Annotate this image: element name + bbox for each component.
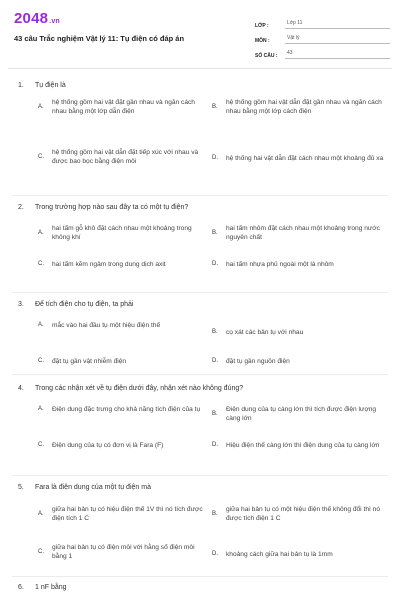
option-d[interactable] <box>212 357 388 366</box>
option-letter: C. <box>38 358 44 365</box>
option-c[interactable] <box>38 260 206 269</box>
question-text: Trong các nhận xét về tụ điện dưới đây, nhận xét nào không đúng? <box>35 385 244 392</box>
option-text: đặt tụ gần vật nhiễm điện <box>52 358 127 365</box>
question-stem <box>18 385 243 392</box>
option-d[interactable] <box>212 260 388 269</box>
meta-row-count <box>255 44 390 59</box>
question-stem <box>18 204 188 211</box>
question-divider <box>12 292 388 293</box>
option-d[interactable] <box>212 441 388 450</box>
option-text: giữa hai bản tụ có điện môi với hằng số điện môi bằng 1 <box>52 544 195 561</box>
option-b[interactable] <box>212 98 388 117</box>
option-letter: D. <box>212 442 218 449</box>
option-letter: C. <box>38 442 44 449</box>
question-divider <box>12 475 388 476</box>
question-stem <box>18 301 133 308</box>
document-header <box>0 0 400 80</box>
option-letter: D. <box>212 551 218 558</box>
option-b[interactable] <box>212 224 388 243</box>
document-title: 43 câu Trắc nghiệm Vật lý 11: Tụ điện có đáp án <box>14 34 185 43</box>
question-text: Để tích điện cho tụ điện, ta phải <box>35 301 134 308</box>
question-text: 1 nF bằng <box>35 584 67 591</box>
question-stem <box>18 82 66 89</box>
question-divider <box>12 576 388 577</box>
option-text: Điện dung đặc trưng cho khả năng tích điện của tụ <box>52 406 201 413</box>
question-stem <box>18 484 151 491</box>
option-text: hệ thống hai vật dẫn đặt cách nhau một khoảng đủ xa <box>226 155 384 162</box>
question-number: 6. <box>18 584 24 591</box>
option-text: hai tấm kẽm ngâm trong dung dịch axit <box>52 261 166 268</box>
option-text: cọ xát các bản tụ với nhau <box>226 329 304 336</box>
option-letter: A. <box>38 230 44 237</box>
meta-label: SỐ CÂU : <box>255 53 278 59</box>
option-text: hệ thống gồm hai vật đặt gần nhau và ngăn cách nhau bằng một lớp dẫn điện <box>52 99 195 116</box>
option-text: hai tấm gỗ khô đặt cách nhau một khoảng trong không khí <box>52 225 192 242</box>
question-number: 1. <box>18 82 24 89</box>
question-number: 5. <box>18 484 24 491</box>
option-letter: B. <box>212 230 218 237</box>
option-b[interactable] <box>212 505 388 524</box>
option-letter: B. <box>212 411 218 418</box>
option-text: mắc vào hai đầu tụ một hiệu điện thế <box>52 322 161 329</box>
option-letter: C. <box>38 549 44 556</box>
header-divider <box>8 68 392 69</box>
option-text: đặt tụ gần nguồn điện <box>226 358 290 365</box>
question-number: 2. <box>18 204 24 211</box>
meta-value: Vật lý <box>285 35 390 44</box>
option-c[interactable] <box>38 148 206 167</box>
meta-value: Lớp 11 <box>285 20 390 29</box>
option-letter: B. <box>212 329 218 336</box>
option-text: hệ thống gồm hai vật dẫn đặt gần nhau và ngăn cách nhau bằng một lớp cách điện <box>226 99 382 116</box>
option-d[interactable] <box>212 550 388 559</box>
site-logo[interactable] <box>14 10 60 27</box>
option-text: giữa hai bản tụ có một hiệu điện thế không đổi thì nó được tích điện 1 C <box>226 506 380 523</box>
option-letter: B. <box>212 104 218 111</box>
option-letter: A. <box>38 104 44 111</box>
option-a[interactable] <box>38 505 206 524</box>
meta-row-subject <box>255 29 390 44</box>
option-d[interactable] <box>212 154 388 163</box>
option-text: hai tấm nhôm đặt cách nhau một khoảng trong nước nguyên chất <box>226 225 380 242</box>
logo-suffix-text: .vn <box>49 18 60 25</box>
option-text: Hiệu điện thế càng lớn thì điện dung của tụ càng lớn <box>226 442 380 449</box>
option-text: Điện dung của tụ càng lớn thì tích được điện lượng càng lớn <box>226 406 377 423</box>
option-a[interactable] <box>38 405 206 414</box>
option-letter: B. <box>212 511 218 518</box>
meta-label: MÔN : <box>255 38 270 44</box>
option-a[interactable] <box>38 321 206 330</box>
option-letter: C. <box>38 261 44 268</box>
question-text: Fara là điện dung của một tụ điện mà <box>35 484 151 491</box>
option-letter: A. <box>38 511 44 518</box>
question-divider <box>12 374 388 375</box>
option-c[interactable] <box>38 357 206 366</box>
question-stem <box>18 584 67 591</box>
meta-value: 43 <box>285 50 390 59</box>
question-text: Trong trường hợp nào sau đây ta có một tụ điện? <box>35 204 189 211</box>
option-text: hệ thống gồm hai vật dẫn đặt tiếp xúc với nhau và được bao bọc bằng điện môi <box>52 149 199 166</box>
meta-label: LỚP : <box>255 23 269 29</box>
option-a[interactable] <box>38 224 206 243</box>
option-letter: D. <box>212 155 218 162</box>
option-b[interactable] <box>212 405 388 424</box>
option-text: khoảng cách giữa hai bản tụ là 1mm <box>226 551 333 558</box>
option-text: hai tấm nhựa phủ ngoài một lá nhôm <box>226 261 334 268</box>
option-text: Điện dung của tụ có đơn vị là Fara (F) <box>52 442 164 449</box>
question-number: 4. <box>18 385 24 392</box>
logo-main-text: 2048 <box>14 10 49 27</box>
question-text: Tụ điện là <box>35 82 66 89</box>
option-letter: D. <box>212 358 218 365</box>
question-divider <box>12 195 388 196</box>
meta-row-class <box>255 14 390 29</box>
option-letter: D. <box>212 261 218 268</box>
option-letter: A. <box>38 406 44 413</box>
question-number: 3. <box>18 301 24 308</box>
option-letter: A. <box>38 322 44 329</box>
option-a[interactable] <box>38 98 206 117</box>
option-c[interactable] <box>38 441 206 450</box>
document-meta <box>255 14 390 59</box>
option-c[interactable] <box>38 543 206 562</box>
option-text: giữa hai bản tụ có hiệu điện thế 1V thì nó tích được điện tích 1 C <box>52 506 203 523</box>
option-b[interactable] <box>212 328 388 337</box>
option-letter: C. <box>38 154 44 161</box>
